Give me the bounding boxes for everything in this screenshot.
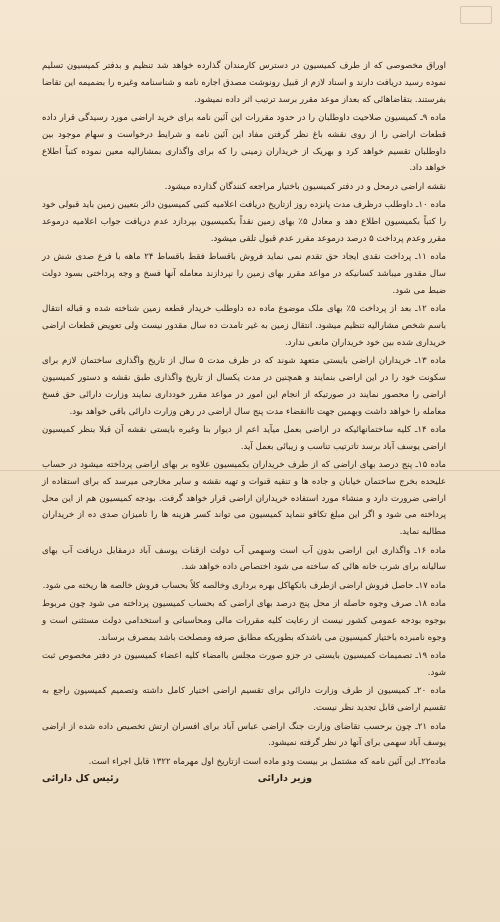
article-14: ماده ۱۴ـ کلیه ساختمانهائیکه در اراضی بعمل میآید اعم از دیوار بنا وغیره بایستی نقشه آن قبلا بنظر کمیسیون اراضی یوسف آباد برسد تاترتیب تناسب و زیبائی بعمل آید. (42, 424, 446, 452)
article-9: ماده ۹ـ کمیسیون صلاحیت داوطلبان را در حدود مقررات این آئین نامه برای خرید اراضی مورد رسیدگی قرار داده قطعات اراضی را از روی نقشه باغ نظر گرفتن مفاد این آئین نامه و شرایط درخواست و سهام موجود بین داوطلبان تقسیم خواهد کرد و بهریک از خریداران زمینی را که برای واگذاری بمشارالیه معین نموده کتباً اطلاع خواهد داد. (42, 112, 446, 174)
paragraph-intro: اوراق مخصوصی که از طرف کمیسیون در دسترس کارمندان گذارده خواهد شد تنظیم و بدفتر کمیسیون تسلیم نموده رسید دریافت دارند و اسناد لازم از قبیل رونوشت مصدق اجاره نامه و شناسنامه وغیره را بضمیمه این تقاضا بفرستند. بتقاضاهائی که بعداز موعد مقرر برسد ترتیب اثر داده نمیشود. (42, 61, 446, 105)
article-22: ماده۲۲ـ این آئین نامه که مشتمل بر بیست ودو ماده است ازتاریخ اول مهرماه ۱۳۲۲ قابل اجراء است. (88, 756, 446, 767)
article-12: ماده ۱۲ـ بعد از پرداخت ۵٪ بهای ملک موضوع ماده ده داوطلب خریدار قطعه زمین شناخته شده و قباله انتقال باسم شخص مشارالیه تنظیم میشود. انتقال زمین به غیر تامدت ده سال مقدور نیست ولی تعویض قطعات اراضی خریداری شده بین خود خریداران مانعی ندارد. (42, 304, 446, 348)
paper-crease (0, 470, 500, 471)
article-19: ماده ۱۹ـ تصمیمات کمیسیون بایستی در جزو صورت مجلس باامضاء کلیه اعضاء کمیسیون در دفتر مخصوص ثبت شود. (42, 651, 446, 679)
article-13: ماده ۱۳ـ خریداران اراضی بایستی متعهد شوند که در ظرف مدت ۵ سال از تاریخ واگذاری ساختمان لازم برای سکونت خود را در این اراضی بنمایند و همچنین در مدت یکسال از تاریخ واگذاری طبق نقشه و دستور کمیسیون اراضی را محصور نمایند در صورتیکه از انجام این امور در مواعد مقرر خودداری نمایند وزارت دارائی حق فسخ معامله را خواهد داشت وبهمین جهت تاانقضاء مدت پنج سال اراضی در رهن وزارت دارائی باقی خواهد بود. (42, 356, 446, 417)
article-15: ماده ۱۵ـ پنج درصد بهای اراضی که از طرف خریداران بکمیسیون علاوه بر بهای اراضی پرداخته میشود در حساب علیحده بخرج ساختمان خیابان و جاده ها و تنقیه قنوات و تهیه نقشه و سایر مخارجی میرسد که برای استفاده از اراضی ضرورت دارد و منشاء مورد استفاده خریداران اراضی قرار خواهد گرفت. بودجه کمیسیون هم از این محل پرداخته می شود و اگر این مبلغ تکافو ننماید کمیسیون می تواند کسر هزینه ها را تامیزان صدی ده از خریداران مطالبه نماید. (42, 460, 446, 538)
signature-chief-finance: رئیس کل دارائی (42, 772, 119, 784)
article-18: ماده ۱۸ـ صرف وجوه حاصله از محل پنج درصد بهای اراضی که بحساب کمیسیون پرداخته می شود چون مربوط بوجوه بودجه عمومی کشور نیست از رعایت کلیه مقررات مالی ومحاسباتی و استخدامی دولت مستثنی است و وجوه نامبرده باختیار کمیسیون می باشدکه بطوریکه مطابق صرفه ومصلحت باشد بمصرف برساند. (42, 599, 446, 643)
signature-finance-minister: وزیر دارائی (257, 772, 312, 784)
document-body (42, 58, 446, 771)
article-11: ماده ۱۱ـ پرداخت نقدی ایجاد حق تقدم نمی نماید فروش باقساط فقط باقساط ۲۴ ماهه با فرع صدی شش در سال مقدور میباشد کسانیکه در مواعد مقرر بهای زمین را نپردازند معامله آنها فسخ و وجه پرداختی بسود دولت ضبط می شود. (42, 252, 446, 296)
article-21: ماده ۲۱ـ چون برحسب تقاضای وزارت جنگ اراضی عباس آباد برای افسران ارتش تخصیص داده شده از اراضی یوسف آباد سهمی برای آنها در نظر گرفته نمیشود. (42, 721, 446, 749)
article-17: ماده ۱۷ـ حاصل فروش اراضی ازطرف بانکهاکل بهره برداری وخالصه کلاً بحساب فروش خالصه ها ریخته می شود. (42, 580, 446, 591)
corner-stamp (460, 6, 492, 24)
article-10: ماده ۱۰ـ داوطلب درظرف مدت پانزده روز ازتاریخ دریافت اعلامیه کتبی کمیسیون دائر بتعیین زمین باید قبولی خود را کتباً بکمیسیون اطلاع دهد و معادل ۵٪ بهای زمین نقداً بکمیسیون بپردازد عدم دریافت جواب اعلامیه درموعد مقرر وعدم پرداخت ۵ درصد درموعد مقرر عدم قبول تلقی میشود. (42, 200, 446, 244)
map-note: نقشه اراضی درمحل و در دفتر کمیسیون باختیار مراجعه کنندگان گذارده میشود. (164, 181, 446, 192)
article-20: ماده ۲۰ـ کمیسیون از طرف وزارت دارائی برای تقسیم اراضی اختیار کامل داشته وتصمیم کمیسیون راجع به تقسیم اراضی قابل تجدید نظر نیست. (42, 686, 446, 714)
article-16: ماده ۱۶ـ واگذاری این اراضی بدون آب است وسهمی آب دولت ازقنات یوسف آباد درمقابل دریافت آب بهای سالیانه برای شرب خانه هائی که ساخته می شود اختصاص داده خواهد شد. (42, 545, 446, 573)
signature-block (42, 773, 312, 784)
